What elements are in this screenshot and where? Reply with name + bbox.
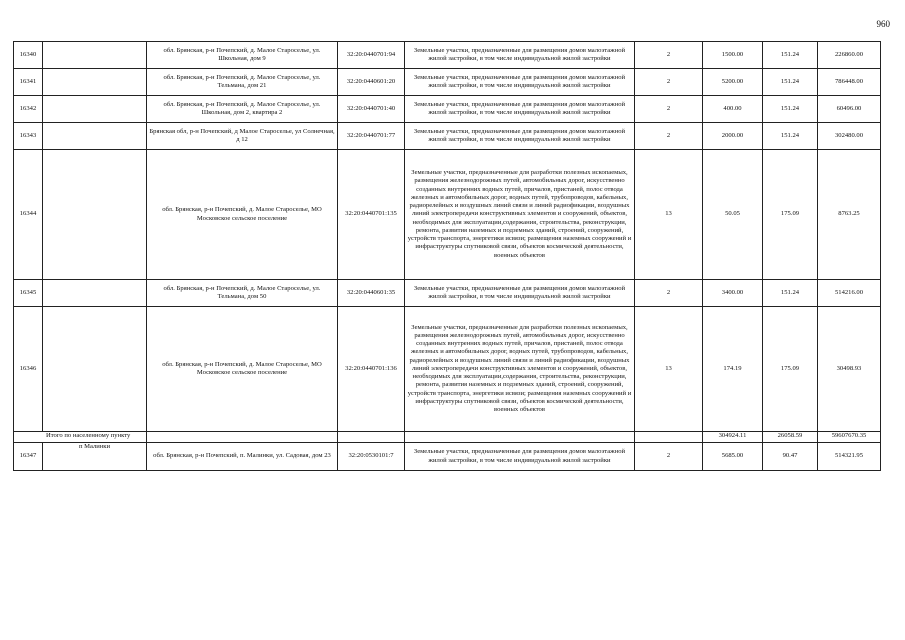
address-cell: обл. Брянская, р-н Почепский, д. Малое Староселье, МО Московское сельское поселение bbox=[147, 150, 338, 280]
area-cell: 174.19 bbox=[703, 307, 763, 432]
area-cell: 2000.00 bbox=[703, 123, 763, 150]
land-use-cell: Земельные участки, предназначенные для размещения домов малоэтажной жилой застройки, в том числе индивидуальной жилой застройки bbox=[405, 69, 635, 96]
row-number: 16342 bbox=[14, 96, 43, 123]
rate-cell: 90.47 bbox=[763, 443, 818, 471]
cadastral-number: 32:20:0440601:20 bbox=[338, 69, 405, 96]
row-number: 16341 bbox=[14, 69, 43, 96]
value-cell: 8763.25 bbox=[818, 150, 881, 280]
row-number: 16340 bbox=[14, 42, 43, 69]
land-use-cell: Земельные участки, предназначенные для разработки полезных ископаемых, размещения железнодорожных путей, автомобильных дорог, искусственно созданных внутренних водных путей, причалов, пристаней, полос отвода железных и автомобильных дорог, водных путей, трубопроводов, кабельных, радиорелейных и воздушных линий связи и линий радиофикации, воздушных линий электропередачи конструктивных элементов и сооружений, объектов, необходимых для эксплуатации,содержания, строительства, реконструкции, ремонта, развития наземных и подземных зданий, строений, сооружений, устройств транспорта, энергетики исвязи; размещения наземных сооружений и инфраструктуры спутниковой связи, объектов космической деятельности, военных объектов bbox=[405, 150, 635, 280]
locality-cell bbox=[43, 150, 147, 280]
address-cell: обл. Брянская, р-н Почепский, п. Малинки, ул. Садовая, дом 23 bbox=[147, 443, 338, 471]
table-row bbox=[14, 443, 881, 471]
value-cell: 786448.00 bbox=[818, 69, 881, 96]
empty-cell bbox=[405, 432, 635, 443]
land-use-cell: Земельные участки, предназначенные для размещения домов малоэтажной жилой застройки, в том числе индивидуальной жилой застройки bbox=[405, 443, 635, 471]
value-cell: 60496.00 bbox=[818, 96, 881, 123]
rate-cell: 151.24 bbox=[763, 69, 818, 96]
group-code: 2 bbox=[635, 443, 703, 471]
area-cell: 400.00 bbox=[703, 96, 763, 123]
locality-cell bbox=[43, 123, 147, 150]
cadastral-number: 32:20:0440701:136 bbox=[338, 307, 405, 432]
empty-cell bbox=[635, 432, 703, 443]
table-row bbox=[14, 280, 881, 307]
value-cell: 514321.95 bbox=[818, 443, 881, 471]
address-cell: обл. Брянская, р-н Почепский, д. Малое Староселье, ул. Школьная, дом 9 bbox=[147, 42, 338, 69]
page-number: 960 bbox=[876, 19, 890, 29]
value-cell: 30498.93 bbox=[818, 307, 881, 432]
locality-cell bbox=[43, 96, 147, 123]
rate-cell: 151.24 bbox=[763, 96, 818, 123]
locality-cell bbox=[43, 69, 147, 96]
group-code: 2 bbox=[635, 96, 703, 123]
value-cell: 514216.00 bbox=[818, 280, 881, 307]
rate-cell: 151.24 bbox=[763, 42, 818, 69]
locality-cell: п Малинки bbox=[43, 443, 147, 471]
cadastral-number: 32:20:0440701:77 bbox=[338, 123, 405, 150]
rate-cell: 175.09 bbox=[763, 307, 818, 432]
empty-cell bbox=[147, 432, 338, 443]
cadastral-number: 32:20:0440601:35 bbox=[338, 280, 405, 307]
total-rate: 26058.59 bbox=[763, 432, 818, 443]
total-value: 59607670.35 bbox=[818, 432, 881, 443]
group-code: 2 bbox=[635, 42, 703, 69]
land-use-cell: Земельные участки, предназначенные для размещения домов малоэтажной жилой застройки, в том числе индивидуальной жилой застройки bbox=[405, 42, 635, 69]
land-use-cell: Земельные участки, предназначенные для размещения домов малоэтажной жилой застройки, в том числе индивидуальной жилой застройки bbox=[405, 280, 635, 307]
empty-cell bbox=[338, 432, 405, 443]
group-code: 2 bbox=[635, 280, 703, 307]
row-number: 16347 bbox=[14, 443, 43, 471]
table-row bbox=[14, 69, 881, 96]
table-row bbox=[14, 96, 881, 123]
table-row bbox=[14, 307, 881, 432]
area-cell: 3400.00 bbox=[703, 280, 763, 307]
land-use-cell: Земельные участки, предназначенные для разработки полезных ископаемых, размещения железнодорожных путей, автомобильных дорог, искусственно созданных внутренних водных путей, причалов, пристаней, полос отвода железных и автомобильных дорог, водных путей, трубопроводов, кабельных, радиорелейных и воздушных линий связи и линий радиофикации, воздушных линий электропередачи конструктивных элементов и сооружений, объектов, необходимых для эксплуатации,содержания, строительства, реконструкции, ремонта, развития наземных и подземных зданий, строений, сооружений, устройств транспорта, энергетики исвязи; размещения наземных сооружений и инфраструктуры спутниковой связи, объектов космической деятельности, военных объектов bbox=[405, 307, 635, 432]
value-cell: 302480.00 bbox=[818, 123, 881, 150]
group-code: 13 bbox=[635, 307, 703, 432]
row-number: 16343 bbox=[14, 123, 43, 150]
group-code: 13 bbox=[635, 150, 703, 280]
table-row bbox=[14, 150, 881, 280]
area-cell: 5685.00 bbox=[703, 443, 763, 471]
total-area: 304924.11 bbox=[703, 432, 763, 443]
land-use-cell: Земельные участки, предназначенные для размещения домов малоэтажной жилой застройки, в том числе индивидуальной жилой застройки bbox=[405, 123, 635, 150]
cadastral-number: 32:20:0440701:135 bbox=[338, 150, 405, 280]
row-number: 16346 bbox=[14, 307, 43, 432]
register-table bbox=[13, 41, 881, 471]
locality-cell bbox=[43, 42, 147, 69]
rate-cell: 151.24 bbox=[763, 280, 818, 307]
land-use-cell: Земельные участки, предназначенные для размещения домов малоэтажной жилой застройки, в том числе индивидуальной жилой застройки bbox=[405, 96, 635, 123]
area-cell: 1500.00 bbox=[703, 42, 763, 69]
address-cell: Брянская обл, р-н Почепский, д Малое Староселье, ул Солнечная, д 12 bbox=[147, 123, 338, 150]
locality-cell bbox=[43, 307, 147, 432]
group-code: 2 bbox=[635, 69, 703, 96]
group-code: 2 bbox=[635, 123, 703, 150]
rate-cell: 151.24 bbox=[763, 123, 818, 150]
area-cell: 5200.00 bbox=[703, 69, 763, 96]
locality-cell bbox=[43, 280, 147, 307]
table-row bbox=[14, 42, 881, 69]
cadastral-number: 32:20:0530101:7 bbox=[338, 443, 405, 471]
cadastral-number: 32:20:0440701:40 bbox=[338, 96, 405, 123]
address-cell: обл. Брянская, р-н Почепский, д. Малое Староселье, ул. Тельмана, дом 21 bbox=[147, 69, 338, 96]
rate-cell: 175.09 bbox=[763, 150, 818, 280]
value-cell: 226860.00 bbox=[818, 42, 881, 69]
row-number: 16344 bbox=[14, 150, 43, 280]
locality-total-label: Итого по населенному пункту bbox=[14, 432, 147, 443]
address-cell: обл. Брянская, р-н Почепский, д. Малое Староселье, ул. Тельмана, дом 50 bbox=[147, 280, 338, 307]
address-cell: обл. Брянская, р-н Почепский, д. Малое Староселье, МО Московское сельское поселение bbox=[147, 307, 338, 432]
locality-total-row bbox=[14, 432, 881, 443]
address-cell: обл. Брянская, р-н Почепский, д. Малое Староселье, ул. Школьная, дом 2, квартира 2 bbox=[147, 96, 338, 123]
cadastral-number: 32:20:0440701:94 bbox=[338, 42, 405, 69]
table-row bbox=[14, 123, 881, 150]
row-number: 16345 bbox=[14, 280, 43, 307]
area-cell: 50.05 bbox=[703, 150, 763, 280]
